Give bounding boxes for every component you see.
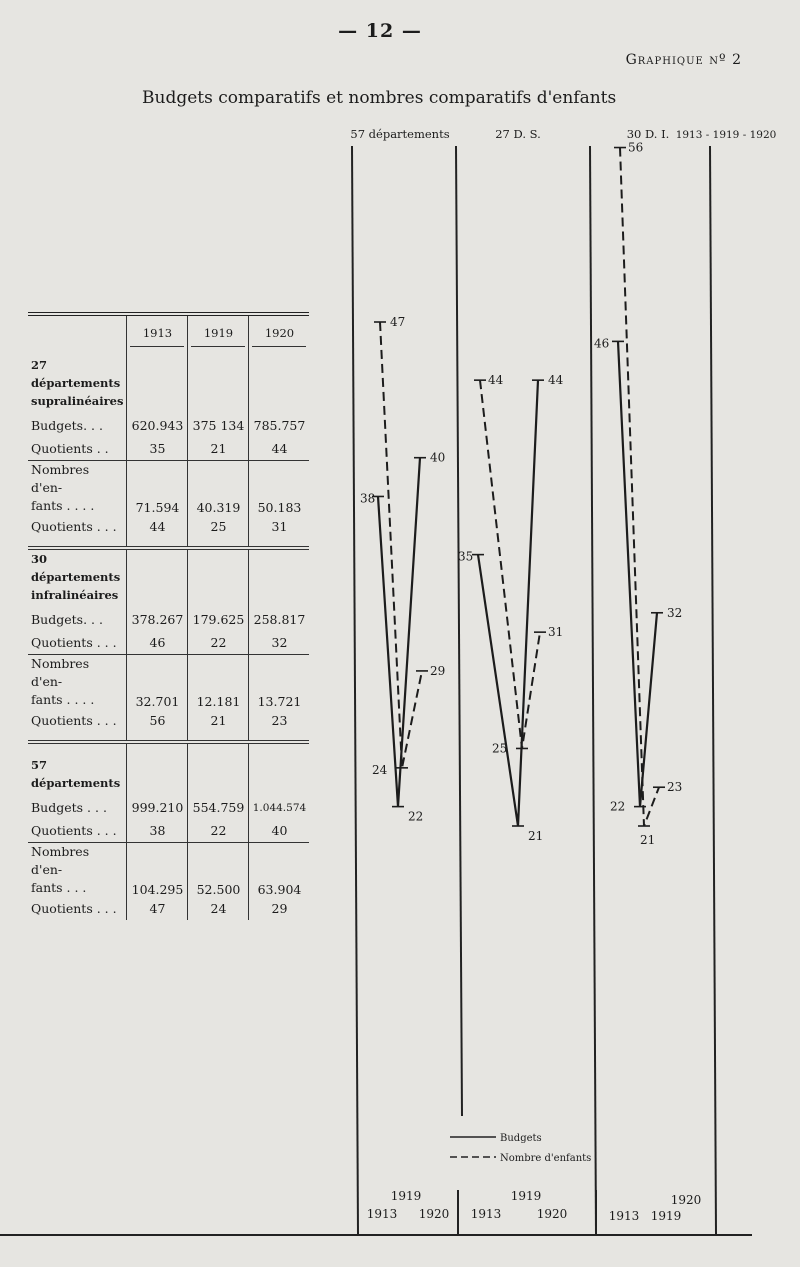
x-tick-label: 1920	[418, 1207, 450, 1221]
table-cell: 71.594	[127, 461, 188, 516]
table-cell: 44	[127, 515, 188, 538]
x-tick-label: 1913	[366, 1207, 398, 1221]
table-cell: 56	[127, 709, 188, 732]
panel-title: 57 départements	[350, 127, 450, 141]
budgets-data-label: 46	[594, 336, 610, 351]
table-cell: 258.817	[249, 608, 310, 631]
x-tick-label: 1913	[470, 1207, 502, 1221]
table-cell: 22	[188, 819, 249, 843]
enfants-data-label: 21	[640, 833, 656, 847]
row-label: Budgets . . .	[31, 800, 107, 815]
row-label: Quotients . . .	[31, 901, 117, 916]
table-cell: 32	[249, 631, 310, 655]
panel-divider	[352, 146, 358, 1234]
table-cell: 63.904	[249, 843, 310, 898]
row-label: Quotients . . .	[31, 823, 117, 838]
group-title-line: infralinéaires	[31, 588, 119, 602]
group-title-line: 57 départements	[31, 758, 121, 790]
table-cell: 12.181	[188, 655, 249, 710]
table-cell: 375 134	[188, 414, 249, 437]
legend-enfants-label: Nombre d'enfants	[500, 1153, 592, 1164]
table-cell: 52.500	[188, 843, 249, 898]
legend-budgets-label: Budgets	[500, 1133, 542, 1144]
row-label: Quotients . . .	[31, 519, 117, 534]
panel-divider	[590, 146, 596, 1234]
table-cell: 785.757	[249, 414, 310, 437]
budgets-series-line	[378, 458, 420, 807]
table-cell: 44	[249, 437, 310, 461]
row-label-line: fants . . . .	[31, 692, 95, 707]
table-cell: 104.295	[127, 843, 188, 898]
panel-title: 27 D. S.	[495, 127, 541, 141]
table-cell: 32.701	[127, 655, 188, 710]
budgets-data-label: 35	[458, 549, 474, 564]
row-label: Quotients . .	[31, 441, 109, 456]
table-cell: 13.721	[249, 655, 310, 710]
column-header-label: 1913	[130, 326, 184, 347]
table-cell: 554.759	[188, 796, 249, 819]
table-cell: 22	[188, 631, 249, 655]
table-cell: 38	[127, 819, 188, 843]
table-cell: 1.044.574	[249, 796, 310, 819]
group-title-line: 27 départements	[31, 358, 121, 390]
enfants-data-label: 29	[430, 663, 446, 678]
row-label-line: Nombres d'en-	[31, 462, 90, 495]
table-cell: 46	[127, 631, 188, 655]
column-header-label: 1920	[252, 326, 306, 347]
graph-label: Graphique nº 2	[625, 52, 742, 68]
table-cell: 31	[249, 515, 310, 538]
table-cell: 40.319	[188, 461, 249, 516]
bottom-rule	[0, 1234, 752, 1236]
budgets-data-label: 38	[360, 491, 376, 506]
row-label: Quotients . . .	[31, 713, 117, 728]
panel-divider	[456, 146, 462, 1116]
enfants-data-label: 56	[628, 140, 644, 155]
enfants-data-label: 31	[548, 625, 564, 640]
budgets-data-label: 22	[610, 799, 626, 814]
panel-title: 30 D. I.	[626, 127, 670, 141]
enfants-data-label: 25	[492, 741, 508, 756]
x-tick-label: 1920	[536, 1207, 568, 1221]
budgets-data-label: 21	[528, 829, 544, 843]
enfants-series-line	[480, 380, 540, 748]
table-cell: 21	[188, 709, 249, 732]
column-header-label: 1919	[191, 326, 245, 347]
enfants-series-line	[380, 322, 422, 768]
page-number: — 12 —	[338, 20, 422, 42]
table-cell: 179.625	[188, 608, 249, 631]
group-title-line: supralinéaires	[31, 394, 124, 408]
x-tick-label: 1920	[670, 1193, 702, 1207]
x-tick-label: 1919	[390, 1189, 422, 1203]
row-label: Budgets. . .	[31, 612, 103, 627]
table-cell: 35	[127, 437, 188, 461]
enfants-data-label: 44	[488, 373, 504, 388]
table-cell: 23	[249, 709, 310, 732]
budgets-data-label: 44	[548, 373, 564, 388]
x-tick-label: 1913	[608, 1209, 640, 1223]
budgets-series-line	[618, 341, 657, 806]
table-cell: 620.943	[127, 414, 188, 437]
budgets-series-line	[478, 380, 538, 826]
budgets-data-label: 32	[667, 605, 683, 620]
table-cell: 29	[249, 897, 310, 920]
budgets-data-label: 22	[408, 809, 424, 824]
row-label-line: Nombres d'en-	[31, 844, 90, 877]
x-tick-label: 1919	[650, 1209, 682, 1223]
row-label-line: fants . . . .	[31, 498, 95, 513]
group-title-line: 30 départements	[31, 552, 121, 584]
x-tick-label: 1919	[510, 1189, 542, 1203]
panel-years-title: 1913 - 1919 - 1920	[675, 129, 777, 141]
table-cell: 378.267	[127, 608, 188, 631]
budgets-data-label: 40	[430, 450, 446, 465]
table-cell: 25	[188, 515, 249, 538]
table-cell: 21	[188, 437, 249, 461]
enfants-data-label: 23	[667, 780, 683, 795]
table-cell: 50.183	[249, 461, 310, 516]
row-label-line: Nombres d'en-	[31, 656, 90, 689]
table-cell: 999.210	[127, 796, 188, 819]
row-label: Budgets. . .	[31, 418, 103, 433]
table-cell: 24	[188, 897, 249, 920]
panel-divider	[710, 146, 716, 1234]
enfants-data-label: 47	[390, 315, 406, 329]
main-title: Budgets comparatifs et nombres comparatifs d'enfants	[142, 88, 617, 108]
enfants-data-label: 24	[372, 762, 388, 777]
row-label: Quotients . . .	[31, 635, 117, 650]
table-cell: 40	[249, 819, 310, 843]
row-label-line: fants . . .	[31, 880, 87, 895]
table-cell: 47	[127, 897, 188, 920]
